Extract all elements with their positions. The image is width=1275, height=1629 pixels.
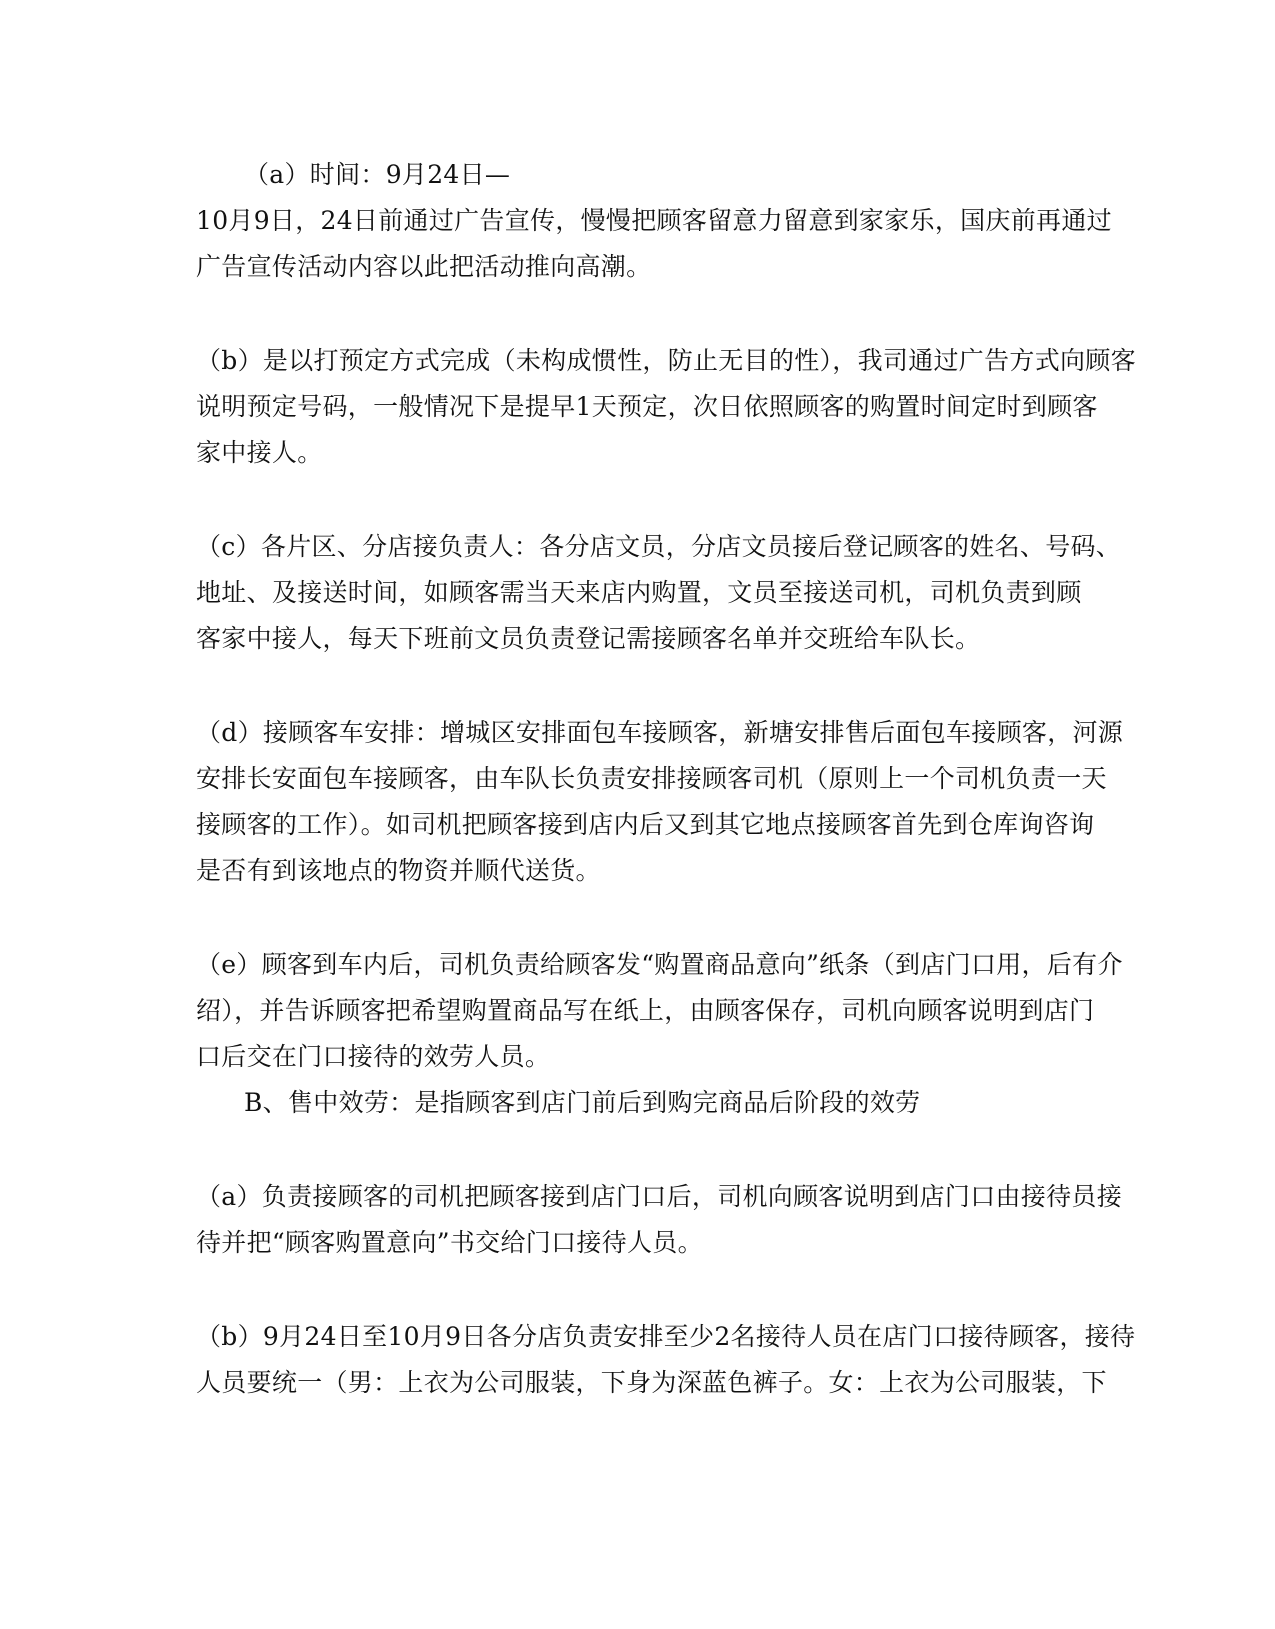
text-line: 绍），并告诉顾客把希望购置商品写在纸上，由顾客保存，司机向顾客说明到店门 — [196, 996, 1095, 1025]
text-line: （a）时间：9月24日— — [244, 160, 511, 189]
text-line: 接顾客的工作）。如司机把顾客接到店内后又到其它地点接顾客首先到仓库询咨询 — [196, 810, 1095, 839]
text-line: 口后交在门口接待的效劳人员。 — [196, 1042, 551, 1071]
text-line: 人员要统一（男：上衣为公司服装，下身为深蓝色裤子。女：上衣为公司服装，下 — [196, 1368, 1107, 1397]
text-line: 10月9日，24日前通过广告宣传，慢慢把顾客留意力留意到家家乐，国庆前再通过 — [196, 206, 1112, 235]
text-line: （e）顾客到车内后，司机负责给顾客发“购置商品意向”纸条（到店门口用，后有介 — [196, 950, 1123, 979]
text-line: 是否有到该地点的物资并顺代送货。 — [196, 856, 601, 885]
text-line: （c）各片区、分店接负责人：各分店文员，分店文员接后登记顾客的姓名、号码、 — [196, 532, 1122, 561]
text-line: 广告宣传活动内容以此把活动推向高潮。 — [196, 252, 652, 281]
section-heading: B、售中效劳：是指顾客到店门前后到购完商品后阶段的效劳 — [244, 1088, 921, 1117]
text-line: （d）接顾客车安排：增城区安排面包车接顾客，新塘安排售后面包车接顾客，河源 — [196, 718, 1124, 747]
text-line: 地址、及接送时间，如顾客需当天来店内购置，文员至接送司机，司机负责到顾 — [196, 578, 1082, 607]
text-line: 家中接人。 — [196, 438, 323, 467]
text-line: （a）负责接顾客的司机把顾客接到店门口后，司机向顾客说明到店门口由接待员接 — [196, 1182, 1123, 1211]
text-line: 说明预定号码，一般情况下是提早1天预定，次日依照顾客的购置时间定时到顾客 — [196, 392, 1098, 421]
text-line: （b）9月24日至10月9日各分店负责安排至少2名接待人员在店门口接待顾客，接待 — [196, 1322, 1136, 1351]
text-line: 安排长安面包车接顾客，由车队长负责安排接顾客司机（原则上一个司机负责一天 — [196, 764, 1107, 793]
text-line: 待并把“顾客购置意向”书交给门口接待人员。 — [196, 1228, 703, 1257]
text-line: （b）是以打预定方式完成（未构成惯性，防止无目的性），我司通过广告方式向顾客 — [196, 346, 1136, 375]
text-line: 客家中接人，每天下班前文员负责登记需接顾客名单并交班给车队长。 — [196, 624, 981, 653]
